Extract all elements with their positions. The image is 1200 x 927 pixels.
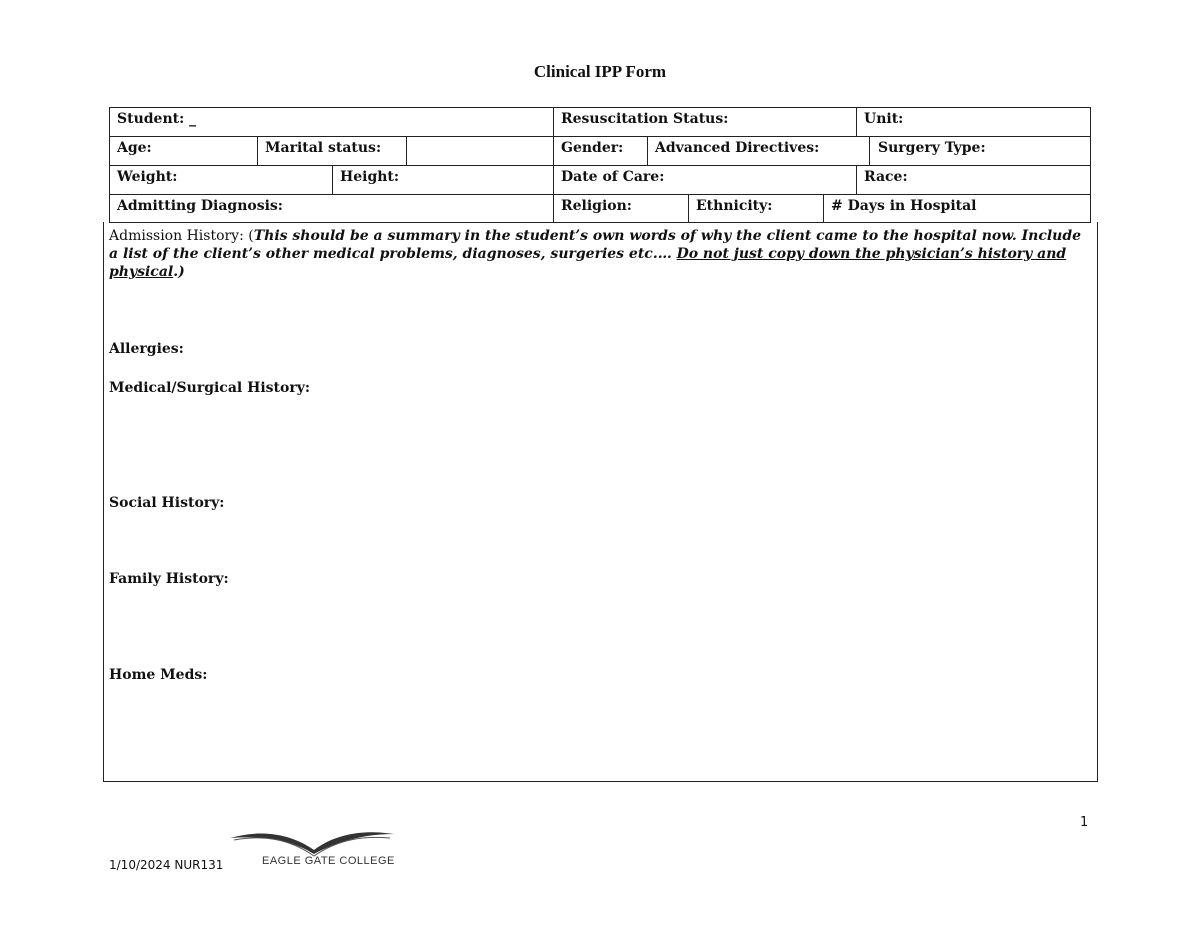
religion-label: Religion: [561, 198, 632, 214]
admission-history-instruction: This should be a summary in the student’s own words of why the client came to the hospital now. Include a list of the client’s other medical problems, diagnoses, surgeries etc.… [109, 228, 1082, 262]
advanced-directives-field[interactable] [647, 136, 870, 166]
gender-label: Gender: [561, 140, 624, 156]
page-number: 1 [1080, 815, 1089, 830]
weight-label: Weight: [117, 169, 178, 185]
age-label: Age: [117, 140, 152, 156]
date-of-care-field[interactable] [553, 165, 857, 195]
page-title: Clinical IPP Form [533, 62, 667, 81]
admitting-diagnosis-field[interactable] [109, 194, 554, 223]
surgery-type-field[interactable] [869, 136, 1091, 166]
unit-label: Unit: [864, 111, 904, 127]
resuscitation-field[interactable] [553, 107, 857, 137]
race-label: Race: [864, 169, 908, 185]
religion-field[interactable] [553, 194, 689, 223]
admission-history-text [109, 227, 1084, 281]
social-history-label: Social History: [109, 495, 225, 511]
admission-history-label: Admission History: ( [109, 228, 254, 244]
surgery-type-label: Surgery Type: [878, 140, 986, 156]
resuscitation-label: Resuscitation Status: [561, 111, 729, 127]
medical-surgical-history-label: Medical/Surgical History: [109, 380, 311, 396]
admission-history-warning: Do not just copy down the physician’s history and physical [109, 246, 1067, 280]
race-field[interactable] [856, 165, 1091, 195]
days-in-hospital-label: # Days in Hospital [831, 198, 977, 214]
marital-status-label: Marital status: [265, 140, 382, 156]
family-history-label: Family History: [109, 571, 229, 587]
unit-field[interactable] [856, 107, 1091, 137]
advanced-directives-label: Advanced Directives: [655, 140, 820, 156]
days-in-hospital-field[interactable] [823, 194, 1091, 223]
allergies-label: Allergies: [109, 341, 184, 357]
ethnicity-field[interactable] [688, 194, 824, 223]
date-of-care-label: Date of Care: [561, 169, 665, 185]
marital-status-value[interactable] [406, 136, 554, 166]
history-box[interactable] [103, 222, 1098, 782]
marital-status-field[interactable] [257, 136, 407, 166]
age-field[interactable] [109, 136, 258, 166]
weight-field[interactable] [109, 165, 333, 195]
home-meds-label: Home Meds: [109, 667, 208, 683]
student-field[interactable] [109, 107, 554, 137]
footer-date-course: 1/10/2024 NUR131 [109, 858, 224, 872]
height-field[interactable] [332, 165, 554, 195]
gender-field[interactable] [553, 136, 648, 166]
admission-history-close: .) [173, 264, 185, 280]
student-label: Student: _ [117, 111, 197, 127]
college-logo-text: EAGLE GATE COLLEGE [262, 855, 395, 867]
ethnicity-label: Ethnicity: [696, 198, 773, 214]
height-label: Height: [340, 169, 400, 185]
admitting-diagnosis-label: Admitting Diagnosis: [117, 198, 283, 214]
